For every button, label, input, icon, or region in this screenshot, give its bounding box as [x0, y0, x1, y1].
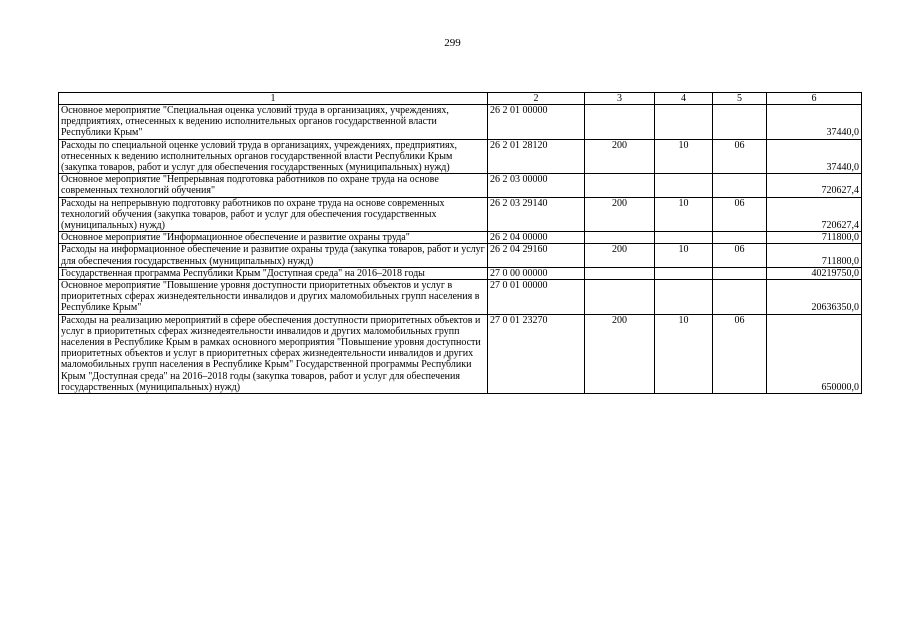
row-code: 27 0 00 00000: [488, 267, 585, 279]
header-row: [59, 93, 862, 105]
row-col-5: 06: [713, 314, 767, 393]
row-col-4: [655, 280, 713, 315]
row-name: Основное мероприятие "Повышение уровня доступности приоритетных объектов и услуг в приоритетных сферах жизнедеятельности инвалидов и других маломобильных групп населения в Республике Крым": [59, 280, 488, 315]
header-col-1: 1: [59, 93, 488, 105]
row-col-4: 10: [655, 314, 713, 393]
row-sum: 720627,4: [767, 197, 862, 232]
row-col-3: 200: [585, 314, 655, 393]
row-name: Основное мероприятие "Специальная оценка условий труда в организациях, учреждениях, предприятиях, отнесенных к ведению исполнительных органов государственной власти Республики Крым": [59, 105, 488, 140]
row-col-5: 06: [713, 139, 767, 174]
row-name: Расходы на реализацию мероприятий в сфере обеспечения доступности приоритетных объектов и услуг в приоритетных сферах жизнедеятельности инвалидов и других маломобильных групп населения в Республике Крым в рамках основного мероприятия "Повышение уровня доступности приоритетных объектов и услуг в приоритетных сферах жизнедеятельности инвалидов и других маломобильных групп населения в Республике Крым" Государственной программы Республики Крым "Доступная среда" на 2016–2018 годы (закупка товаров, работ и услуг для обеспечения государственных (муниципальных) нужд): [59, 314, 488, 393]
row-name: Расходы на непрерывную подготовку работников по охране труда на основе современных технологий обучения (закупка товаров, работ и услуг для обеспечения государственных (муниципальных) нужд): [59, 197, 488, 232]
row-name: Расходы по специальной оценке условий труда в организациях, учреждениях, предприятиях, отнесенных к ведению исполнительных органов государственной власти Республики Крым (закупка товаров, работ и услуг для обеспечения государственных (муниципальных) нужд): [59, 139, 488, 174]
header-col-2: 2: [488, 93, 585, 105]
table-row: [59, 139, 862, 174]
row-code: 26 2 03 00000: [488, 174, 585, 197]
row-col-5: [713, 174, 767, 197]
row-col-5: [713, 232, 767, 244]
row-col-4: 10: [655, 244, 713, 267]
row-col-5: 06: [713, 197, 767, 232]
table-row: [59, 197, 862, 232]
row-sum: 711800,0: [767, 244, 862, 267]
row-col-4: [655, 105, 713, 140]
row-sum: 20636350,0: [767, 280, 862, 315]
row-code: 26 2 04 00000: [488, 232, 585, 244]
row-col-5: [713, 267, 767, 279]
row-code: 26 2 04 29160: [488, 244, 585, 267]
table-row: [59, 314, 862, 393]
row-col-4: 10: [655, 197, 713, 232]
row-name: Расходы на информационное обеспечение и развитие охраны труда (закупка товаров, работ и услуг для обеспечения государственных (муниципальных) нужд): [59, 244, 488, 267]
row-col-4: [655, 232, 713, 244]
row-name: Основное мероприятие "Информационное обеспечение и развитие охраны труда": [59, 232, 488, 244]
row-sum: 37440,0: [767, 105, 862, 140]
header-col-3: 3: [585, 93, 655, 105]
row-col-5: [713, 105, 767, 140]
row-col-3: 200: [585, 244, 655, 267]
row-sum: 711800,0: [767, 232, 862, 244]
row-col-3: [585, 232, 655, 244]
budget-table: [58, 92, 862, 394]
row-code: 27 0 01 00000: [488, 280, 585, 315]
row-col-3: [585, 267, 655, 279]
row-sum: 37440,0: [767, 139, 862, 174]
row-col-3: [585, 280, 655, 315]
table-row: [59, 105, 862, 140]
row-code: 27 0 01 23270: [488, 314, 585, 393]
row-col-3: 200: [585, 197, 655, 232]
row-code: 26 2 03 29140: [488, 197, 585, 232]
row-code: 26 2 01 00000: [488, 105, 585, 140]
row-col-3: [585, 174, 655, 197]
table-row: [59, 174, 862, 197]
row-col-3: [585, 105, 655, 140]
row-sum: 650000,0: [767, 314, 862, 393]
row-name: Основное мероприятие "Непрерывная подготовка работников по охране труда на основе современных технологий обучения": [59, 174, 488, 197]
row-sum: 720627,4: [767, 174, 862, 197]
table-row: [59, 280, 862, 315]
header-col-4: 4: [655, 93, 713, 105]
table-row: [59, 232, 862, 244]
row-col-5: 06: [713, 244, 767, 267]
table-row: [59, 267, 862, 279]
row-name: Государственная программа Республики Крым "Доступная среда" на 2016–2018 годы: [59, 267, 488, 279]
table-row: [59, 244, 862, 267]
row-col-5: [713, 280, 767, 315]
row-sum: 40219750,0: [767, 267, 862, 279]
header-col-6: 6: [767, 93, 862, 105]
page-number: 299: [444, 37, 461, 49]
row-col-4: [655, 174, 713, 197]
row-col-4: [655, 267, 713, 279]
row-code: 26 2 01 28120: [488, 139, 585, 174]
row-col-3: 200: [585, 139, 655, 174]
header-col-5: 5: [713, 93, 767, 105]
row-col-4: 10: [655, 139, 713, 174]
